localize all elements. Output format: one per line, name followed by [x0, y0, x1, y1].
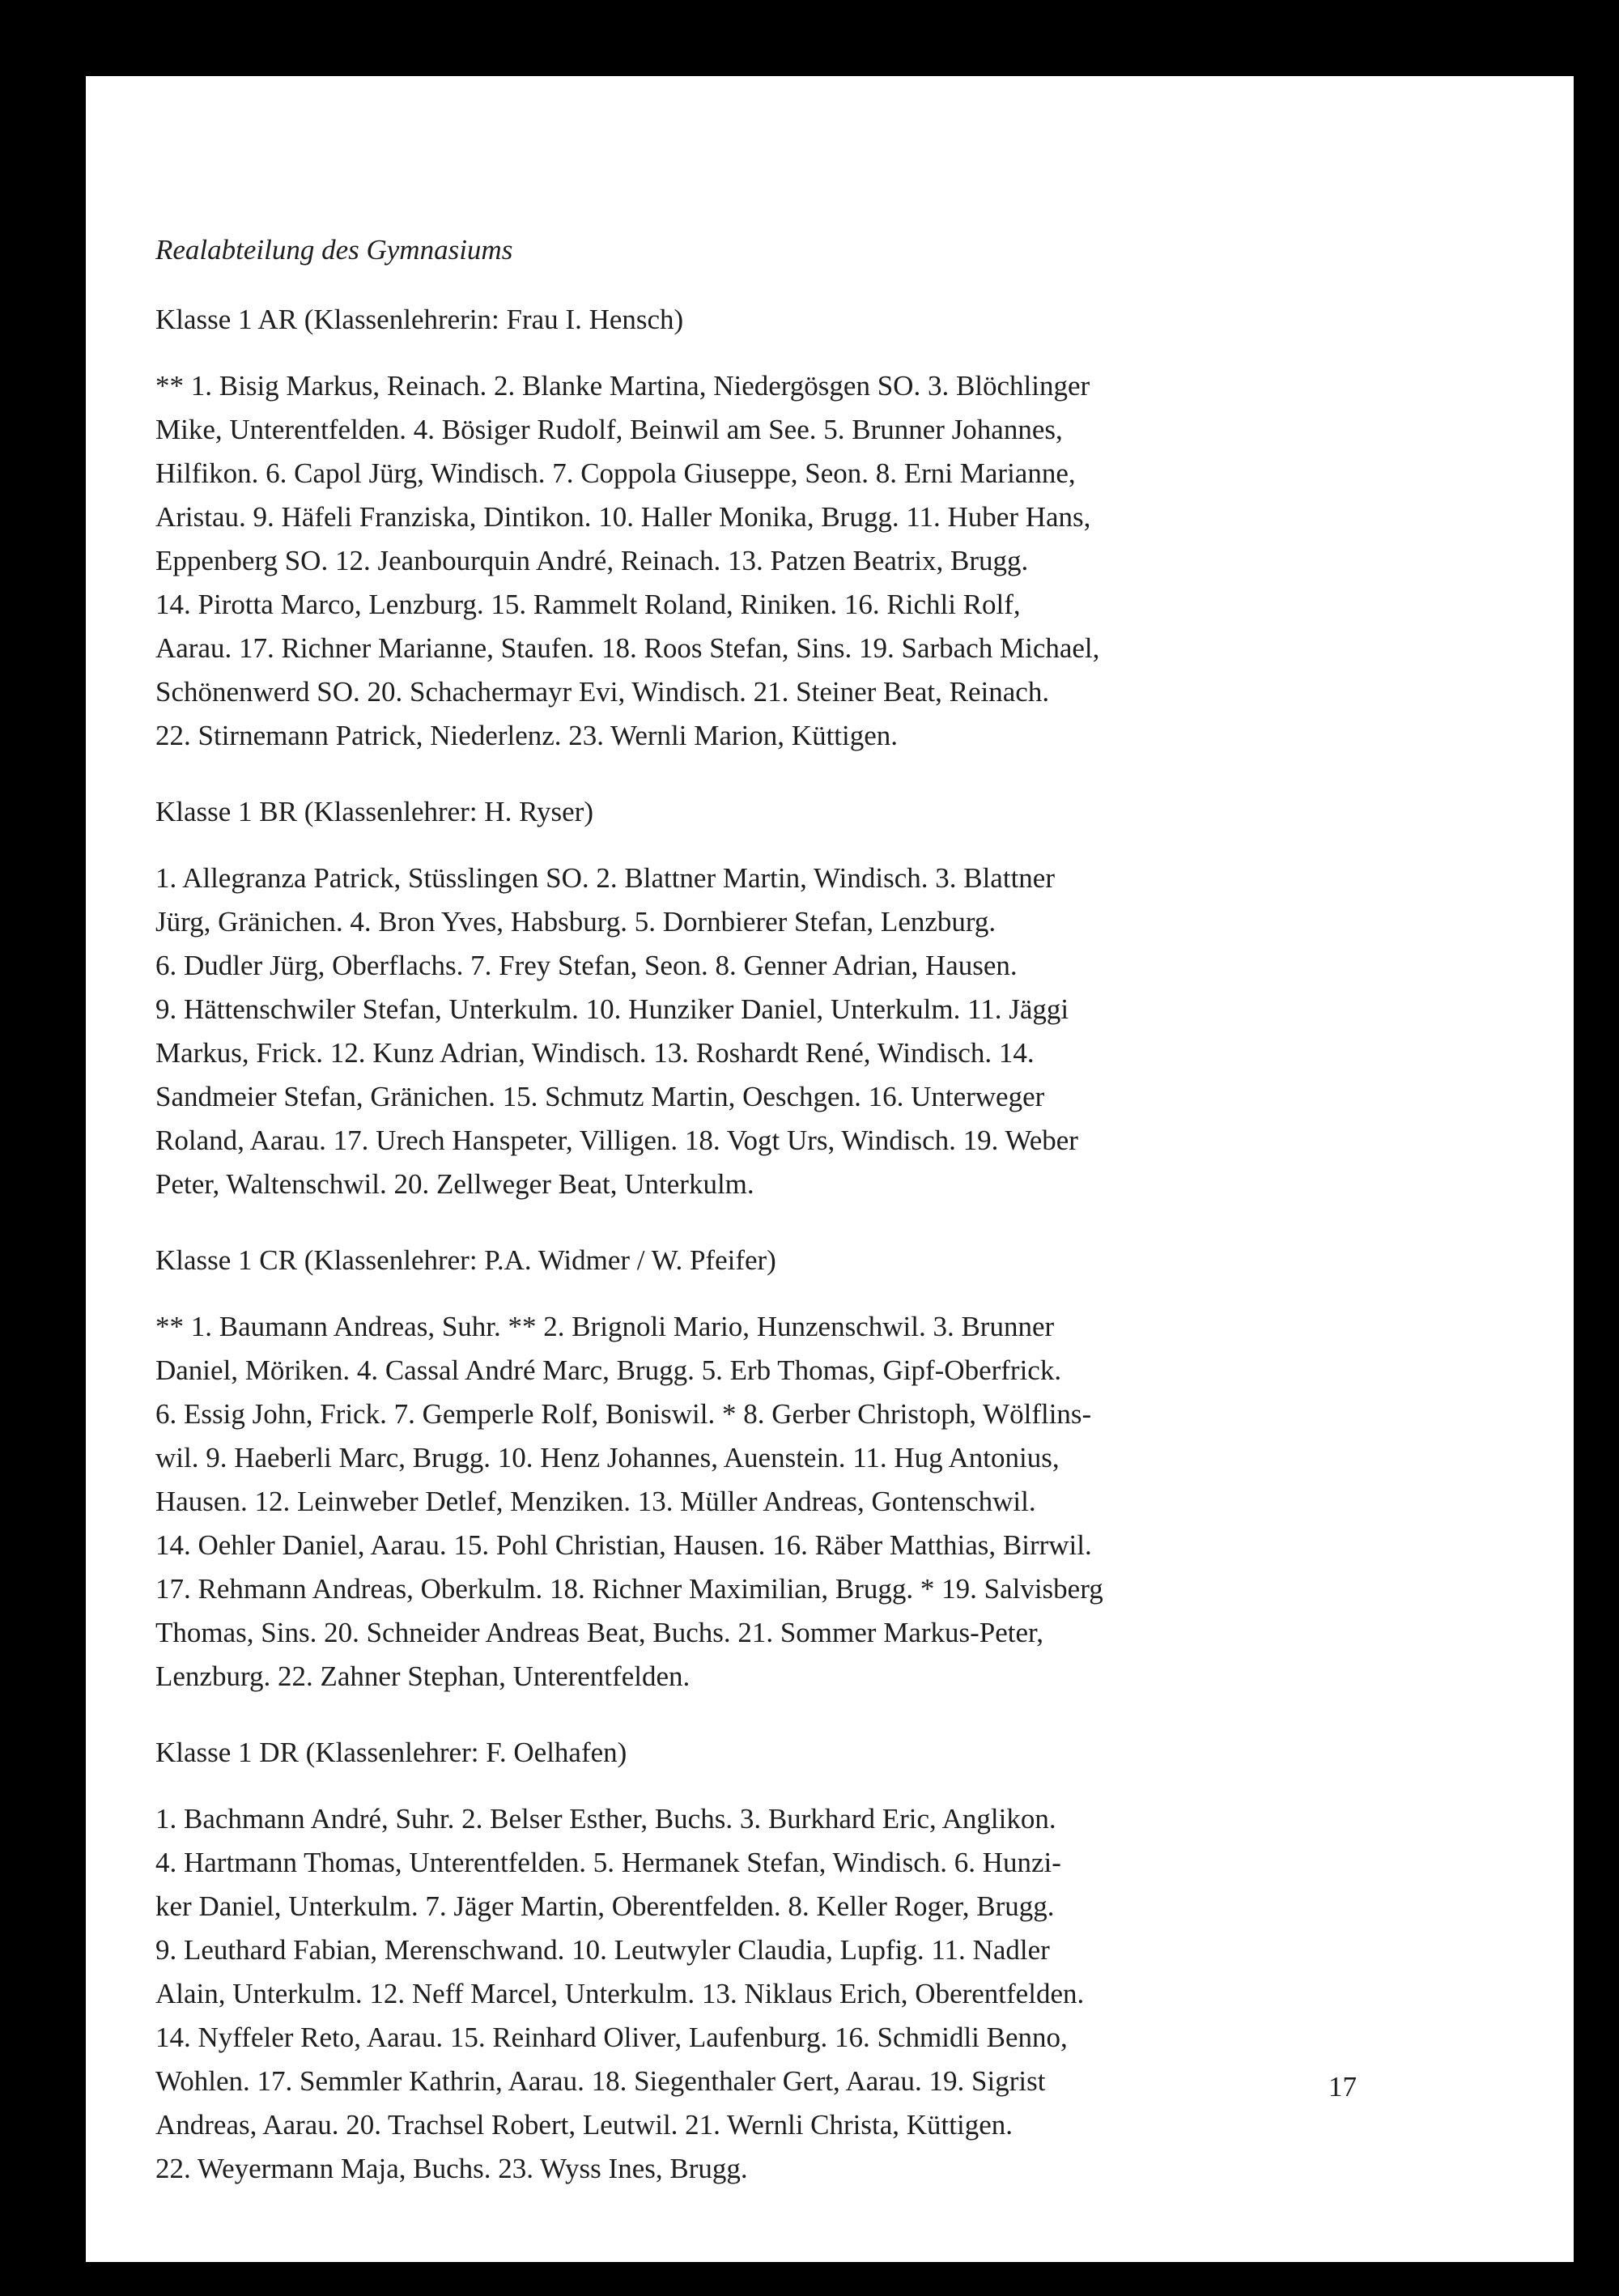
roster-line: 14. Nyffeler Reto, Aarau. 15. Reinhard Oliver, Laufenburg. 16. Schmidli Benno, [155, 2022, 1068, 2053]
class-section-1cr [155, 1239, 1418, 1699]
document-page [86, 76, 1574, 2262]
roster-line: 14. Pirotta Marco, Lenzburg. 15. Rammelt Roland, Riniken. 16. Richli Rolf, [155, 589, 1021, 620]
class-roster [155, 1797, 1418, 2191]
class-header: Klasse 1 DR (Klassenlehrer: F. Oelhafen) [155, 1737, 627, 1768]
roster-line: wil. 9. Haeberli Marc, Brugg. 10. Henz Johannes, Auenstein. 11. Hug Antonius, [155, 1442, 1060, 1473]
roster-line: Hausen. 12. Leinweber Detlef, Menziken. 13. Müller Andreas, Gontenschwil. [155, 1486, 1036, 1517]
roster-line: Mike, Unterentfelden. 4. Bösiger Rudolf, Beinwil am See. 5. Brunner Johannes, [155, 414, 1063, 445]
roster-line: 6. Essig John, Frick. 7. Gemperle Rolf, Boniswil. * 8. Gerber Christoph, Wölflins- [155, 1398, 1092, 1430]
class-header: Klasse 1 CR (Klassenlehrer: P.A. Widmer / W. Pfeifer) [155, 1244, 776, 1276]
roster-line: Aarau. 17. Richner Marianne, Staufen. 18. Roos Stefan, Sins. 19. Sarbach Michael, [155, 632, 1100, 664]
class-section-1dr [155, 1731, 1418, 2191]
roster-line: 9. Leuthard Fabian, Merenschwand. 10. Leutwyler Claudia, Lupfig. 11. Nadler [155, 1934, 1050, 1966]
roster-line: Alain, Unterkulm. 12. Neff Marcel, Unterkulm. 13. Niklaus Erich, Oberentfelden. [155, 1978, 1085, 2009]
roster-line: Thomas, Sins. 20. Schneider Andreas Beat, Buchs. 21. Sommer Markus-Peter, [155, 1617, 1044, 1648]
roster-line: Peter, Waltenschwil. 20. Zellweger Beat, Unterkulm. [155, 1168, 754, 1200]
page-content [155, 228, 1418, 2223]
roster-line: Sandmeier Stefan, Gränichen. 15. Schmutz Martin, Oeschgen. 16. Unterweger [155, 1081, 1045, 1112]
class-roster [155, 364, 1418, 758]
roster-line: Daniel, Möriken. 4. Cassal André Marc, Brugg. 5. Erb Thomas, Gipf-Oberfrick. [155, 1354, 1062, 1386]
roster-line: 1. Bachmann André, Suhr. 2. Belser Esther, Buchs. 3. Burkhard Eric, Anglikon. [155, 1803, 1056, 1835]
roster-line: Schönenwerd SO. 20. Schachermayr Evi, Windisch. 21. Steiner Beat, Reinach. [155, 676, 1050, 708]
section-title: Realabteilung des Gymnasiums [155, 234, 513, 266]
roster-line: 9. Hättenschwiler Stefan, Unterkulm. 10. Hunziker Daniel, Unterkulm. 11. Jäggi [155, 993, 1069, 1025]
roster-line: Jürg, Gränichen. 4. Bron Yves, Habsburg. 5. Dornbierer Stefan, Lenzburg. [155, 906, 996, 938]
class-header: Klasse 1 BR (Klassenlehrer: H. Ryser) [155, 796, 593, 827]
roster-line: Hilfikon. 6. Capol Jürg, Windisch. 7. Coppola Giuseppe, Seon. 8. Erni Marianne, [155, 457, 1076, 489]
roster-line: ker Daniel, Unterkulm. 7. Jäger Martin, Oberentfelden. 8. Keller Roger, Brugg. [155, 1890, 1055, 1922]
roster-line: Roland, Aarau. 17. Urech Hanspeter, Villigen. 18. Vogt Urs, Windisch. 19. Weber [155, 1125, 1078, 1156]
roster-line: Lenzburg. 22. Zahner Stephan, Unterentfelden. [155, 1660, 691, 1692]
roster-line: Eppenberg SO. 12. Jeanbourquin André, Reinach. 13. Patzen Beatrix, Brugg. [155, 545, 1029, 576]
class-section-1br [155, 790, 1418, 1206]
roster-line: Wohlen. 17. Semmler Kathrin, Aarau. 18. Siegenthaler Gert, Aarau. 19. Sigrist [155, 2065, 1046, 2097]
roster-line: ** 1. Baumann Andreas, Suhr. ** 2. Brignoli Mario, Hunzenschwil. 3. Brunner [155, 1311, 1055, 1342]
class-section-1ar [155, 298, 1418, 758]
page-number: 17 [1328, 2071, 1357, 2103]
roster-line: 1. Allegranza Patrick, Stüsslingen SO. 2. Blattner Martin, Windisch. 3. Blattner [155, 862, 1055, 894]
roster-line: 22. Weyermann Maja, Buchs. 23. Wyss Ines, Brugg. [155, 2153, 748, 2184]
roster-line: 17. Rehmann Andreas, Oberkulm. 18. Richner Maximilian, Brugg. * 19. Salvisberg [155, 1573, 1103, 1605]
class-roster [155, 1305, 1418, 1699]
roster-line: Aristau. 9. Häfeli Franziska, Dintikon. 10. Haller Monika, Brugg. 11. Huber Hans, [155, 501, 1091, 533]
class-roster [155, 857, 1418, 1206]
class-header: Klasse 1 AR (Klassenlehrerin: Frau I. Hensch) [155, 304, 684, 335]
roster-line: 4. Hartmann Thomas, Unterentfelden. 5. Hermanek Stefan, Windisch. 6. Hunzi- [155, 1847, 1061, 1878]
roster-line: 14. Oehler Daniel, Aarau. 15. Pohl Christian, Hausen. 16. Räber Matthias, Birrwil. [155, 1529, 1092, 1561]
roster-line: 6. Dudler Jürg, Oberflachs. 7. Frey Stefan, Seon. 8. Genner Adrian, Hausen. [155, 950, 1018, 981]
roster-line: ** 1. Bisig Markus, Reinach. 2. Blanke Martina, Niedergösgen SO. 3. Blöchlinger [155, 370, 1090, 402]
roster-line: 22. Stirnemann Patrick, Niederlenz. 23. Wernli Marion, Küttigen. [155, 720, 899, 751]
roster-line: Andreas, Aarau. 20. Trachsel Robert, Leutwil. 21. Wernli Christa, Küttigen. [155, 2109, 1013, 2141]
roster-line: Markus, Frick. 12. Kunz Adrian, Windisch. 13. Roshardt René, Windisch. 14. [155, 1037, 1035, 1069]
